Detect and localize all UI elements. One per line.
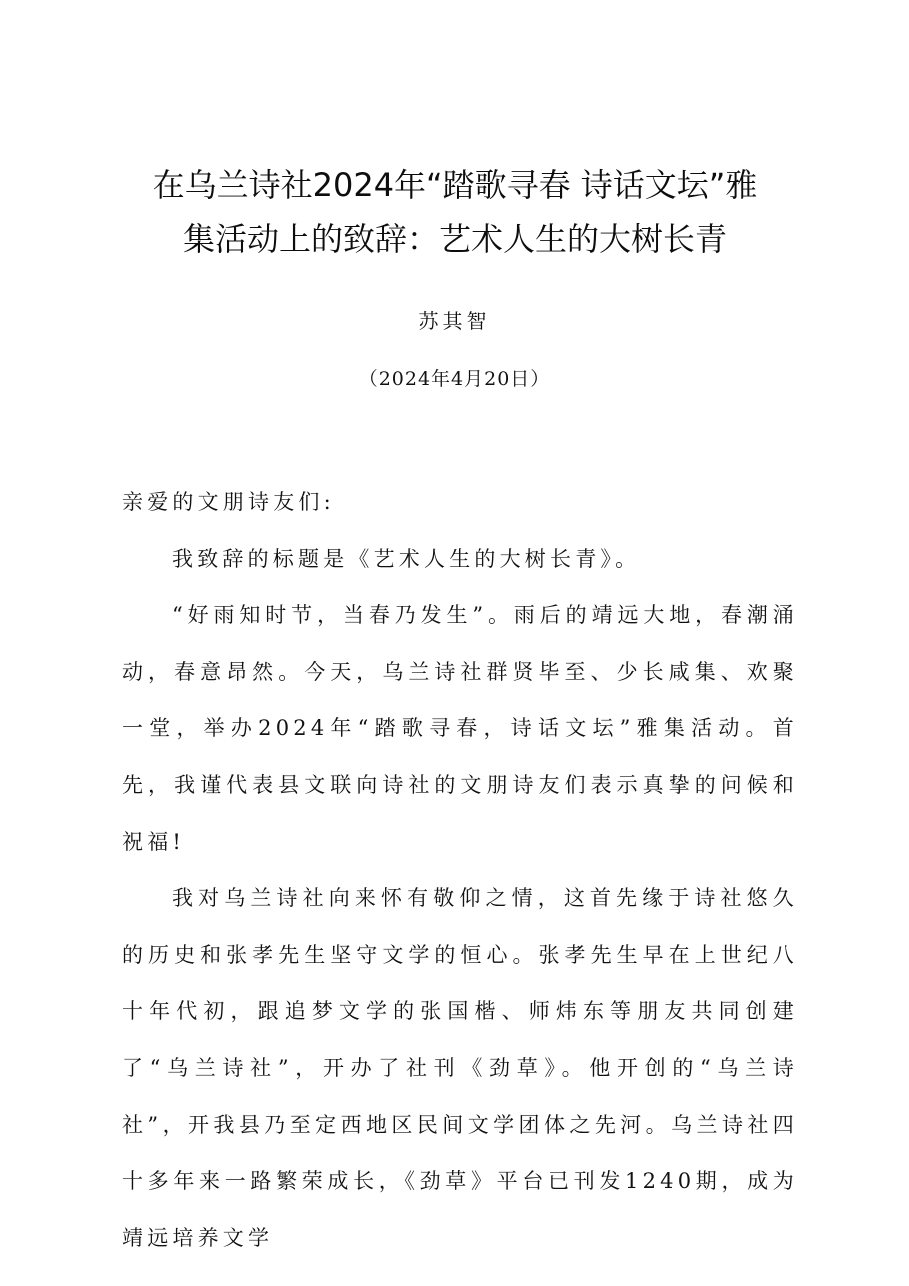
document-title [110,158,800,266]
salutation: 亲爱的文朋诗友们: [122,490,335,514]
speech-date: （2024年4月20日） [358,368,551,390]
title-line-2: 集活动上的致辞：艺术人生的大树长青 [182,220,727,258]
author-name: 苏其智 [418,309,491,333]
speech-body [122,474,798,1266]
paragraph-1: 我致辞的标题是《艺术人生的大树长青》。 [172,546,641,571]
title-line-1: 在乌兰诗社2024年“踏歌寻春 诗话文坛”雅 [152,166,758,204]
paragraph-3: 我对乌兰诗社向来怀有敬仰之情，这首先缘于诗社悠久的历史和张孝先生坚守文学的恒心。张孝先生早在上世纪八十年代初，跟追梦文学的张国楷、师炜东等朋友共同创建了“乌兰诗社”，开办了社刊《劲草》。他开创的“乌兰诗社”，开我县乃至定西地区民间文学团体之先河。乌兰诗社四十多年来一路繁荣成长，《劲草》平台已刊发1240期，成为靖远培养文学 [122,886,798,1250]
paragraph-2: “好雨知时节，当春乃发生”。雨后的靖远大地，春潮涌动，春意昂然。今天，乌兰诗社群贤毕至、少长咸集、欢聚一堂，举办2024年“踏歌寻春，诗话文坛”雅集活动。首先，我谨代表县文联向诗社的文朋诗友们表示真挚的问候和祝福! [122,603,798,854]
